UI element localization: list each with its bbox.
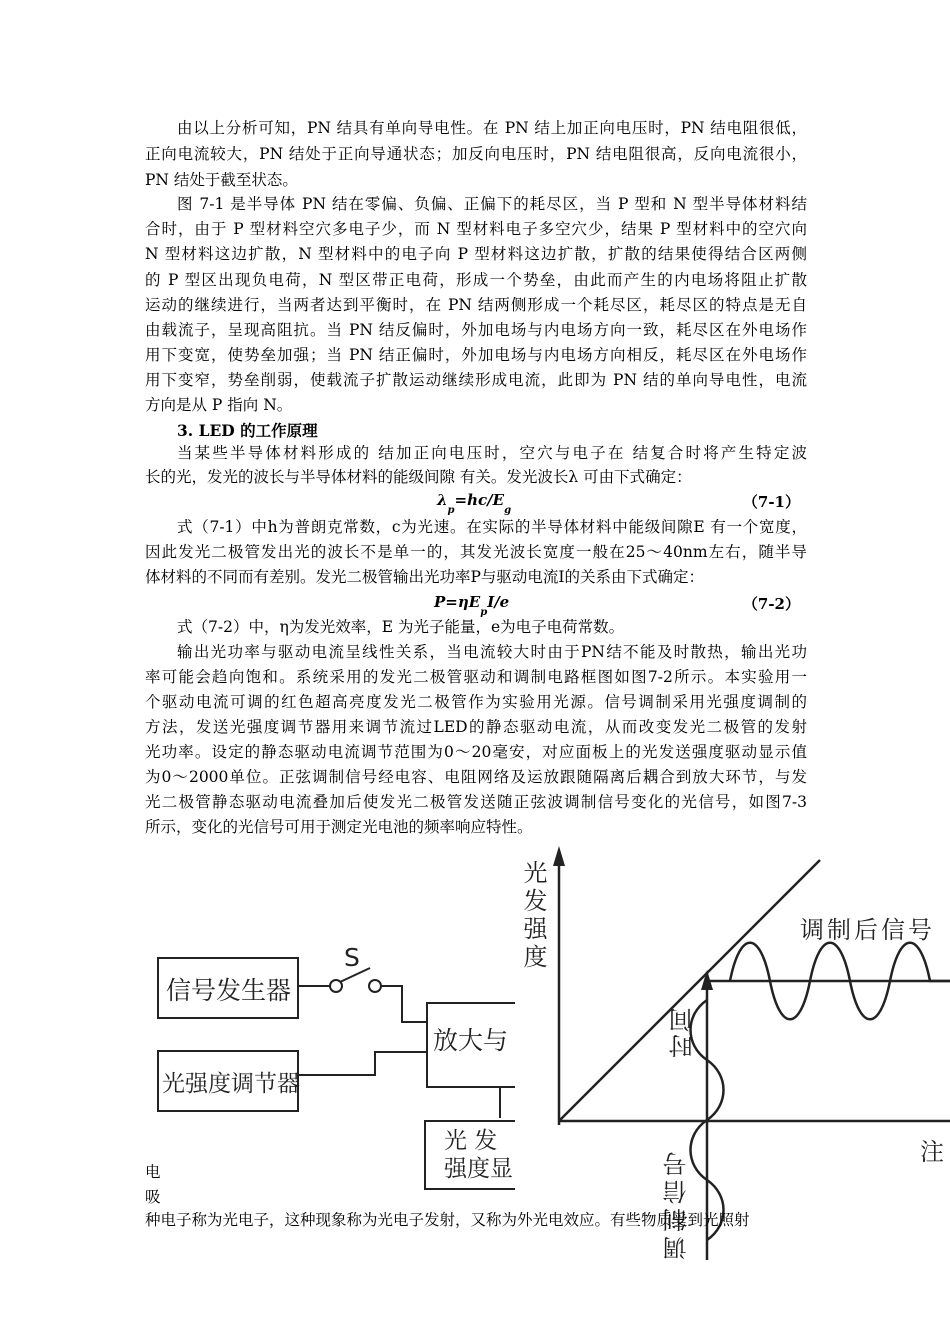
text-fragment: 电: [145, 1163, 161, 1181]
formula-lhs: λ: [437, 491, 448, 509]
para-line: 用下变宽，使势垒加强；当 PN 结正偏时，外加电场与内电场方向相反，耗尽区在外电场作: [145, 346, 807, 364]
para-line: 图 7-1 是半导体 PN 结在零偏、负偏、正偏下的耗尽区，当 P 型和 N 型半导体材料结: [177, 195, 807, 213]
equation-number: （7-2）: [742, 595, 800, 613]
signal-generator-label: 信号发生器: [166, 976, 292, 1005]
amplifier-label: 放大与: [433, 1026, 509, 1055]
para-line: 合时，由于 P 型材料空穴多电子少，而 N 型材料电子多空穴少，结果 P 型材料中的空穴向: [145, 220, 807, 238]
para-line: 率可能会趋向饱和。系统采用的发光二极管驱动和调制电路框图如图7-2所示。本实验用一: [145, 668, 807, 686]
display-label-line2: 强度显: [444, 1156, 513, 1182]
modulation-signal-label: 调制信号: [663, 1148, 691, 1260]
y-axis-label: 光发强度: [519, 860, 547, 972]
para-line: 方法，发送光强度调节器用来调节流过LED的静态驱动电流，从而改变发光二极管的发射: [145, 718, 807, 736]
para-line: 由载流子，呈现高阻抗。当 PN 结反偏时，外加电场与内电场方向一致，耗尽区在外电场作: [145, 321, 807, 339]
para-line: 种电子称为光电子，这种现象称为光电子发射，又称为外光电效应。有些物质受到光照射: [145, 1211, 750, 1229]
para-line: 当某些半导体材料形成的 结加正向电压时，空穴与电子在 结复合时将产生特定波: [177, 444, 807, 462]
para-line: 因此发光二极管发出光的波长不是单一的，其发光波长宽度一般在25～40nm左右，随半导: [145, 543, 807, 561]
para-line: 方向是从 P 指向 N。: [145, 396, 293, 414]
para-line: 用下变窄，势垒削弱，使载流子扩散运动继续形成电流，此即为 PN 结的单向导电性，电流: [145, 371, 807, 389]
para-line: 光功率。设定的静态驱动电流调节范围为0～20毫安，对应面板上的光发送强度驱动显示值: [145, 743, 807, 761]
switch-label: S: [344, 943, 360, 972]
formula-subscript: p: [480, 607, 488, 618]
para-line: 式（7-2）中，η为发光效率，E 为光子能量，e为电子电荷常数。: [177, 618, 625, 636]
para-line: 体材料的不同而有差别。发光二极管输出光功率P与驱动电流I的关系由下式确定：: [145, 568, 705, 586]
formula-subscript: p: [447, 505, 455, 516]
formula-rhs: =hc/E: [454, 491, 505, 509]
para-line: 输出光功率与驱动电流呈线性关系，当电流较大时由于PN结不能及时散热，输出光功: [177, 643, 807, 661]
para-line: 长的光，发光的波长与半导体材料的能级间隙 有关。发光波长λ 可由下式确定：: [145, 468, 692, 486]
equation-number: （7-1）: [742, 493, 800, 511]
para-line: PN 结处于截至状态。: [145, 171, 298, 189]
para-line: 由以上分析可知，PN 结具有单向导电性。在 PN 结上加正向电压时，PN 结电阻很低，: [177, 119, 807, 137]
modulation-graph: [515, 840, 950, 1260]
section-heading: 3. LED 的工作原理: [177, 421, 318, 440]
para-line: 的 P 型区出现负电荷，N 型区带正电荷，形成一个势垒，由此而产生的内电场将阻止扩散: [145, 271, 807, 289]
time-axis-label: 时间: [669, 1006, 697, 1058]
modulated-signal-label: 调制后信号: [800, 916, 935, 944]
para-line: 光二极管静态驱动电流叠加后使发光二极管发送随正弦波调制信号变化的光信号，如图7-3: [145, 793, 807, 811]
formula-subscript: g: [504, 505, 512, 516]
current-axis-label: 注: [920, 1138, 944, 1166]
para-line: 所示，变化的光信号可用于测定光电池的频率响应特性。: [145, 818, 533, 836]
para-line: 式（7-1）中h为普朗克常数，c为光速。在实际的半导体材料中能级间隙E 有一个宽度，: [177, 518, 807, 536]
formula-rhs: I/e: [487, 593, 510, 611]
para-line: 运动的继续进行，当两者达到平衡时，在 PN 结两侧形成一个耗尽区，耗尽区的特点是无自: [145, 296, 807, 314]
para-line: 为0～2000单位。正弦调制信号经电容、电阻网络及运放跟随隔离后耦合到放大环节，与发: [145, 768, 807, 786]
switch-contact: [369, 980, 381, 992]
formula-7-2: [434, 593, 510, 618]
para-line: N 型材料这边扩散，N 型材料中的电子向 P 型材料这边扩散，扩散的结果使得结合区两侧: [145, 245, 807, 263]
para-line: 个驱动电流可调的红色超高亮度发光二极管作为实验用光源。信号调制采用光强度调制的: [145, 693, 807, 711]
para-line: 正向电流较大，PN 结处于正向导通状态；加反向电压时，PN 结电阻很高，反向电流很小，: [145, 145, 807, 163]
display-label-line1: 光 发: [444, 1128, 498, 1154]
formula-7-1: [437, 491, 512, 516]
text-fragment: 吸: [145, 1188, 161, 1206]
light-adjuster-label: 光强度调节器: [162, 1071, 300, 1097]
formula-lhs: P=ηE: [434, 593, 481, 611]
